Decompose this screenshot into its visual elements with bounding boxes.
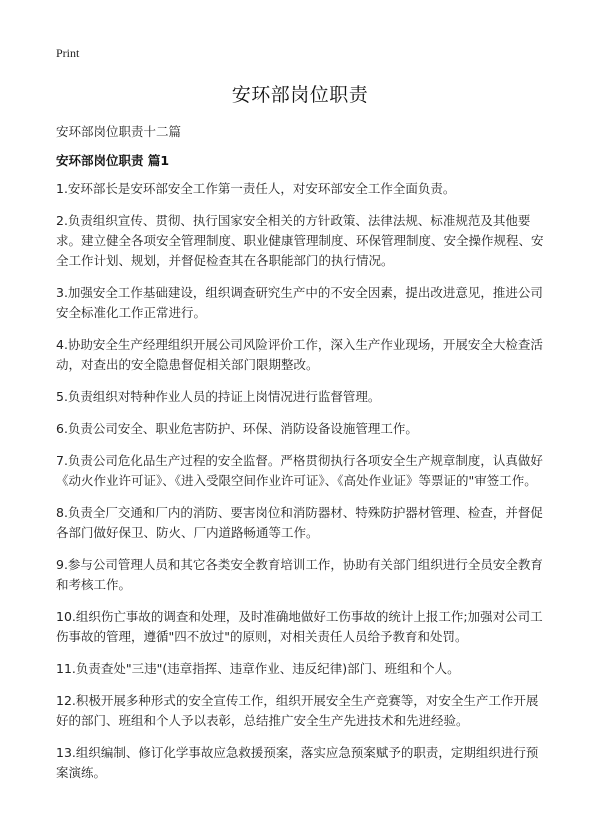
duty-item: 5.负责组织对特种作业人员的持证上岗情况进行监督管理。: [56, 389, 381, 404]
duty-item: 6.负责公司安全、职业危害防护、环保、消防设备设施管理工作。: [56, 421, 418, 436]
duty-item: 10.组织伤亡事故的调查和处理，及时准确地做好工伤事故的统计上报工作;加强对公司工伤事故的管理，遵循"四不放过"的原则，对相关责任人员给予教育和处罚。: [56, 609, 543, 644]
duty-item: 3.加强安全工作基础建设，组织调查研究生产中的不安全因素，提出改进意见，推进公司安全标准化工作正常进行。: [56, 285, 543, 320]
duty-item: 11.负责查处"三违"(违章指挥、违章作业、违反纪律)部门、班组和个人。: [56, 661, 460, 676]
duty-item: 2.负责组织宣传、贯彻、执行国家安全相关的方针政策、法律法规、标准规范及其他要求。建立健全各项安全管理制度、职业健康管理制度、环保管理制度、安全操作规程、安全工作计划、规划，并督促检查其在各职能部门的执行情况。: [56, 213, 544, 268]
duty-item: 13.组织编制、修订化学事故应急救援预案，落实应急预案赋予的职责，定期组织进行预案演练。: [56, 745, 539, 780]
section-heading: 安环部岗位职责 篇1: [56, 153, 170, 168]
duty-item: 4.协助安全生产经理组织开展公司风险评价工作，深入生产作业现场，开展安全大检查活动，对查出的安全隐患督促相关部门限期整改。: [56, 337, 543, 372]
print-link[interactable]: Print: [56, 46, 80, 60]
duty-item: 9.参与公司管理人员和其它各类安全教育培训工作，协助有关部门组织进行全员安全教育和考核工作。: [56, 557, 543, 592]
duty-item: 8.负责全厂交通和厂内的消防、要害岗位和消防器材、特殊防护器材管理、检查，并督促各部门做好保卫、防火、厂内道路畅通等工作。: [56, 505, 543, 540]
document-subtitle: 安环部岗位职责十二篇: [56, 124, 182, 139]
duty-list: [56, 179, 550, 795]
page-title: 安环部岗位职责: [231, 84, 369, 106]
duty-item: 1.安环部长是安环部安全工作第一责任人，对安环部安全工作全面负责。: [56, 181, 456, 196]
duty-item: 12.积极开展多种形式的安全宣传工作，组织开展安全生产竞赛等，对安全生产工作开展好的部门、班组和个人予以表彰，总结推广安全生产先进技术和先进经验。: [56, 693, 539, 728]
duty-item: 7.负责公司危化品生产过程的安全监督。严格贯彻执行各项安全生产规章制度，认真做好《动火作业许可证》、《进入受限空间作业许可证》、《高处作业证》等票证的"审签工作。: [56, 453, 543, 488]
